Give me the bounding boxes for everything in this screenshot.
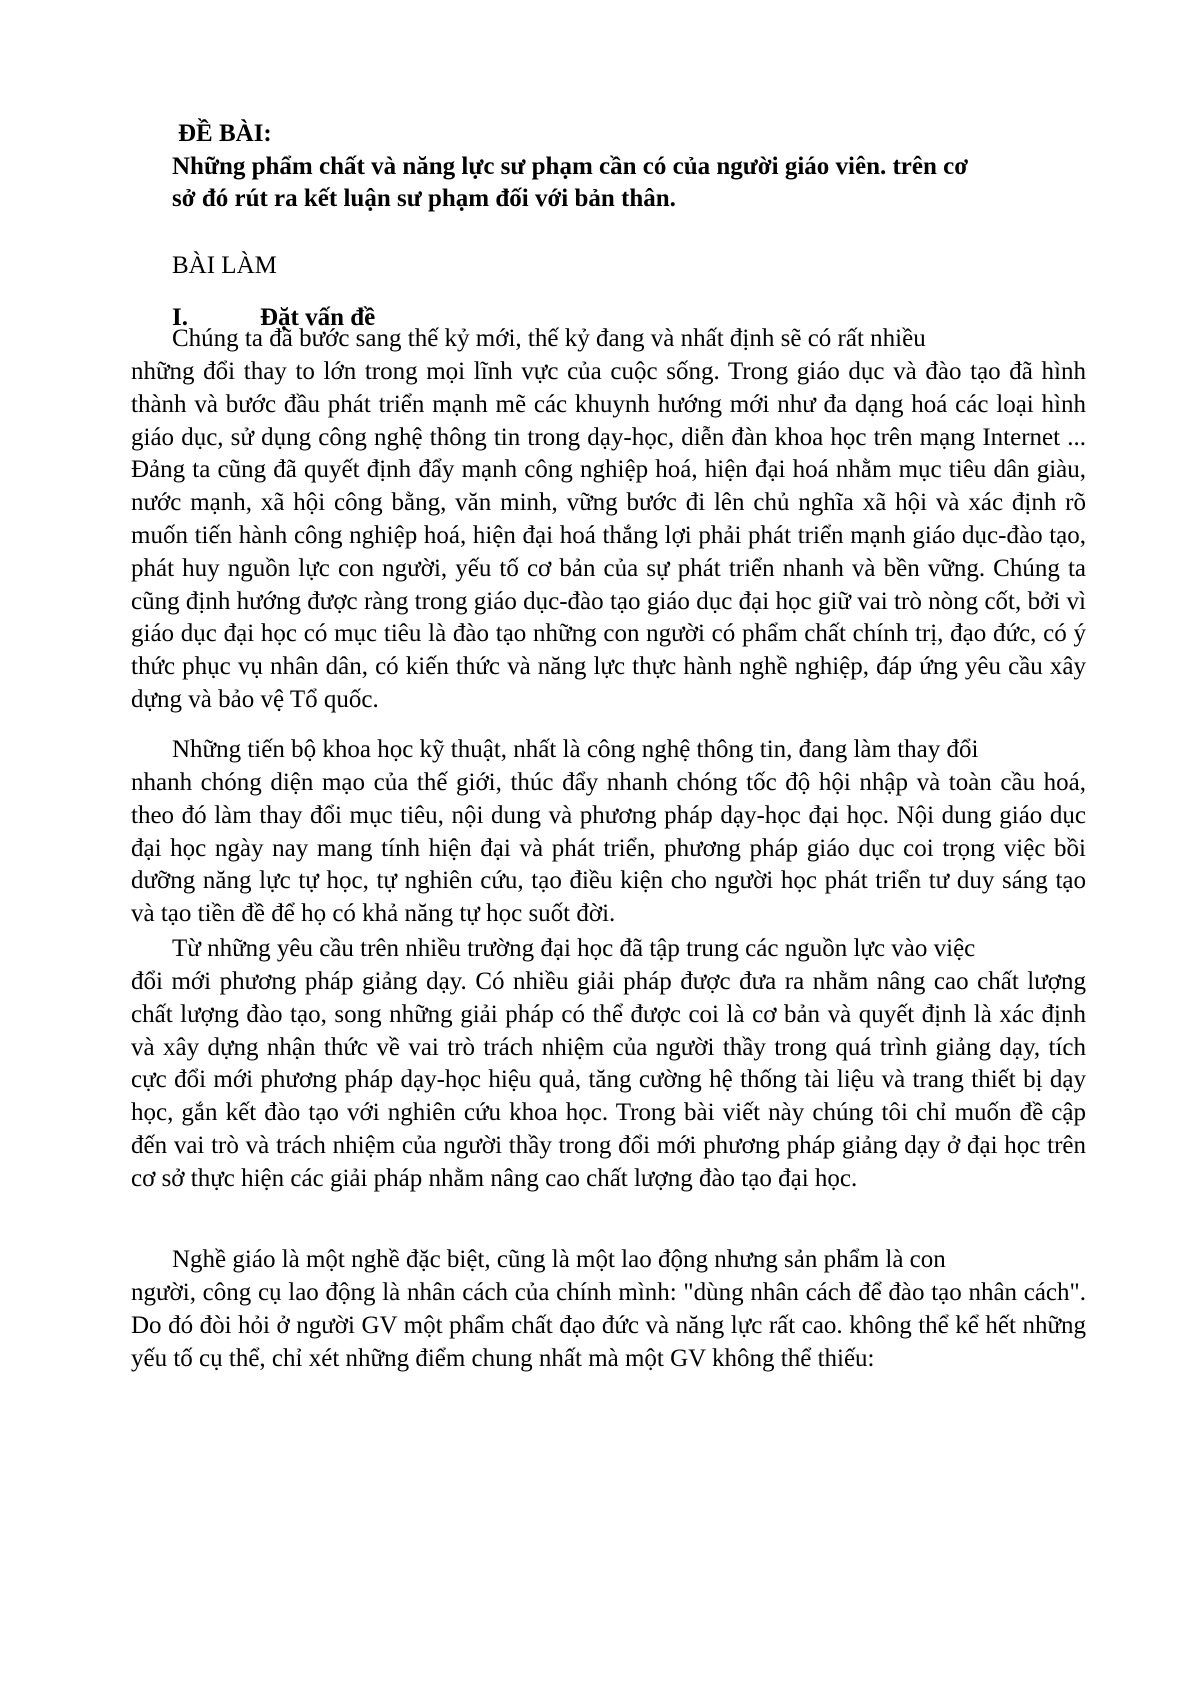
assignment-topic-line-1: Những phẩm chất và năng lực sư phạm cần có của người giáo viên. trên cơ	[172, 153, 969, 180]
paragraph-1-body: những đổi thay to lớn trong mọi lĩnh vực của cuộc sống. Trong giáo dục và đào tạo đã hình thành và bước đầu phát triển mạnh mẽ các khuynh hướng mới như đa dạng hoá các loại hình giáo dục, sử dụng công nghệ thông tin trong dạy-học, diễn đàn khoa học trên mạng Internet ... Đảng ta cũng đã quyết định đẩy mạnh công nghiệp hoá, hiện đại hoá nhằm mục tiêu dân giàu, nước mạnh, xã hội công bằng, văn minh, vững bước đi lên chủ nghĩa xã hội và xác định rõ muốn tiến hành công nghiệp hoá, hiện đại hoá thắng lợi phải phát triển mạnh giáo dục-đào tạo, phát huy nguồn lực con người, yếu tố cơ bản của sự phát triển nhanh và bền vững. Chúng ta cũng định hướng được ràng trong giáo dục-đào tạo giáo dục đại học giữ vai trò nòng cốt, bởi vì giáo dục đại học có mục tiêu là đào tạo những con người có phẩm chất chính trị, đạo đức, có ý thức phục vụ nhân dân, có kiến thức và năng lực thực hành nghề nghiệp, đáp ứng yêu cầu xây dựng và bảo vệ Tổ quốc.	[131, 358, 1086, 713]
section-title: Đặt vấn đề	[260, 304, 376, 331]
answer-heading: BÀI LÀM	[172, 252, 277, 279]
paragraph-1-first-line: Chúng ta đã bước sang thế kỷ mới, thế kỷ đang và nhất định sẽ có rất nhiều	[172, 325, 926, 352]
paragraph-4-first-line: Nghề giáo là một nghề đặc biệt, cũng là một lao động nhưng sản phẩm là con	[172, 1246, 946, 1273]
assignment-topic-line-2: sở đó rút ra kết luận sư phạm đối với bản thân.	[172, 185, 676, 212]
paragraph-2-first-line: Những tiến bộ khoa học kỹ thuật, nhất là công nghệ thông tin, đang làm thay đổi	[172, 736, 979, 763]
paragraph-3-first-line: Từ những yêu cầu trên nhiều trường đại học đã tập trung các nguồn lực vào việc	[172, 935, 976, 962]
paragraph-2-body: nhanh chóng diện mạo của thế giới, thúc đẩy nhanh chóng tốc độ hội nhập và toàn cầu hoá, theo đó làm thay đổi mục tiêu, nội dung và phương pháp dạy-học đại học. Nội dung giáo dục đại học ngày nay mang tính hiện đại và phát triển, phương pháp giáo dục coi trọng việc bồi dưỡng năng lực tự học, tự nghiên cứu, tạo điều kiện cho người học phát triển tư duy sáng tạo và tạo tiền đề để họ có khả năng tự học suốt đời.	[131, 769, 1086, 928]
section-number: I.	[172, 304, 188, 331]
paragraph-3-body: đổi mới phương pháp giảng dạy. Có nhiều giải pháp được đưa ra nhằm nâng cao chất lượng chất lượng đào tạo, song những giải pháp có thể được coi là cơ bản và quyết định là xác định và xây dựng nhận thức về vai trò trách nhiệm của người thầy trong quá trình giảng dạy, tích cực đổi mới phương pháp dạy-học hiệu quả, tăng cường hệ thống tài liệu và trang thiết bị dạy học, gắn kết đào tạo với nghiên cứu khoa học. Trong bài viết này chúng tôi chỉ muốn đề cập đến vai trò và trách nhiệm của người thầy trong đổi mới phương pháp giảng dạy ở đại học trên cơ sở thực hiện các giải pháp nhằm nâng cao chất lượng đào tạo đại học.	[131, 968, 1086, 1192]
assignment-heading: ĐỀ BÀI:	[178, 120, 272, 147]
paragraph-4-body: người, công cụ lao động là nhân cách của chính mình: "dùng nhân cách để đào tạo nhân cách". Do đó đòi hỏi ở người GV một phẩm chất đạo đức và năng lực rất cao. không thể kể hết những yếu tố cụ thể, chỉ xét những điểm chung nhất mà một GV không thể thiếu:	[131, 1279, 1086, 1372]
